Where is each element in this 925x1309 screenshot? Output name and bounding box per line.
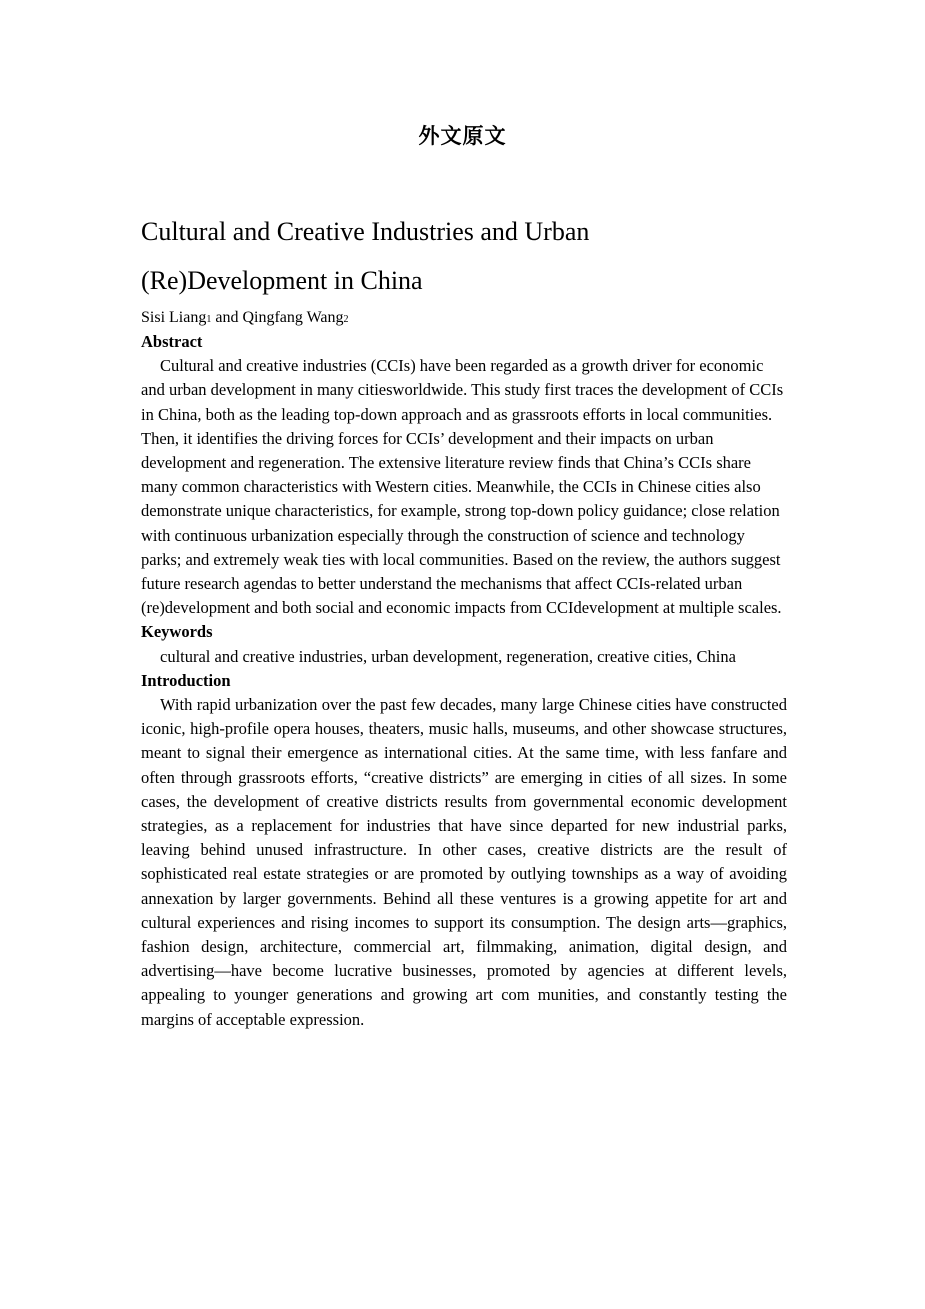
author-1-affiliation-mark: 1: [206, 314, 212, 325]
introduction-text: With rapid urbanization over the past few decades, many large Chinese cities have constructed iconic, high-profile opera houses, theaters, music halls, museums, and other showcase structures, meant to signal their emergence as international cities. At the same time, with less fanfare and often through grassroots efforts, “creative districts” are emerging in cities of all sizes. In some cases, the development of creative districts results from governmental economic development strategies, as a replacement for industries that have since departed for new industrial parks, leaving behind unused infrastructure. In other cases, creative districts are the result of sophisticated real estate strategies or are promoted by outlying townships as a way of avoiding annexation by larger governments. Behind all these ventures is a growing appetite for art and cultural experiences and rising incomes to support its consumption. The design arts—graphics, fashion design, architecture, commercial art, filmmaking, animation, digital design, and advertising—have become lucrative businesses, promoted by agencies at different levels, appealing to younger generations and growing art com munities, and constantly testing the margins of acceptable expression.: [141, 695, 787, 1029]
author-conjunction: and: [211, 309, 243, 326]
author-2-name: Qingfang Wang: [242, 309, 344, 326]
author-2-affiliation-mark: 2: [343, 314, 349, 325]
paper-title-line-2: (Re)Development in China: [141, 266, 423, 295]
author-1-name: Sisi Liang: [141, 309, 207, 326]
keywords-heading: Keywords: [141, 622, 213, 642]
paper-body: [141, 330, 787, 1032]
introduction-heading: Introduction: [141, 670, 231, 690]
paper-title-line-1: Cultural and Creative Industries and Urban: [141, 217, 590, 246]
abstract-heading: Abstract: [141, 332, 203, 351]
keywords-text: cultural and creative industries, urban development, regeneration, creative cities, China: [160, 646, 736, 666]
abstract-text: Cultural and creative industries (CCIs) have been regarded as a growth driver for economic and urban development in many citiesworldwide. This study first traces the development of CCIs in China, both as the leading top-down approach and as grassroots efforts in local communities. Then, it identifies the driving forces for CCIs’ development and their impacts on urban development and regeneration. The extensive literature review finds that China’s CCIs share many common characteristics with Western cities. Meanwhile, the CCIs in Chinese cities also demonstrate unique characteristics, for example, strong top-down policy guidance; close relation with continuous urbanization especially through the construction of science and technology parks; and extremely weak ties with local communities. Based on the review, the authors suggest future research agendas to better understand the mechanisms that affect CCIs-related urban (re)development and both social and economic impacts from CCIdevelopment at multiple scales.: [141, 356, 784, 618]
author-line: [141, 309, 349, 327]
chinese-header-title: 外文原文: [418, 124, 507, 148]
